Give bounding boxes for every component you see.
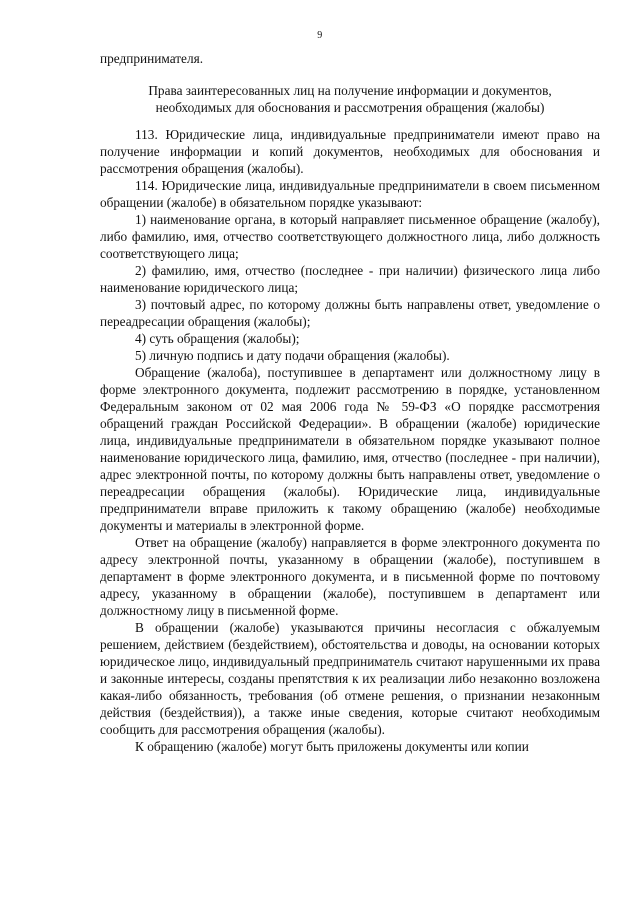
page-number: 9 bbox=[317, 30, 323, 41]
list-item: 5) личную подпись и дату подачи обращения (жалобы). bbox=[135, 348, 450, 363]
body-text bbox=[100, 126, 600, 755]
continuation-text: предпринимателя. bbox=[100, 51, 204, 66]
paragraph-114: 114. Юридические лица, индивидуальные предприниматели в своем письменном обращении (жалобе) в обязательном порядке указывают: bbox=[100, 178, 600, 210]
section-heading-line: необходимых для обоснования и рассмотрения обращения (жалобы) bbox=[155, 100, 545, 115]
list-item: 3) почтовый адрес, по которому должны быть направлены ответ, уведомление о переадресации обращения (жалобы); bbox=[100, 297, 600, 329]
list-item: 1) наименование органа, в который направляет письменное обращение (жалобу), либо фамилию, имя, отчество соответствующего должностного лица, либо должность соответствующего лица; bbox=[100, 212, 600, 261]
paragraph: К обращению (жалобе) могут быть приложены документы или копии bbox=[135, 739, 529, 754]
paragraph: Ответ на обращение (жалобу) направляется в форме электронного документа по адресу электронной почты, указанному в обращении (жалобе), поступившем в департамент в форме электронного документа, и в письменной форме по почтовому адресу, указанному в обращении (жалобе), поступившем в департамент или должностному лицу в письменной форме. bbox=[100, 535, 600, 618]
paragraph-113: 113. Юридические лица, индивидуальные предприниматели имеют право на получение информации и копий документов, необходимых для обоснования и рассмотрения обращения (жалобы). bbox=[100, 127, 600, 176]
list-item: 4) суть обращения (жалобы); bbox=[135, 331, 300, 346]
section-heading-line: Права заинтересованных лиц на получение информации и документов, bbox=[148, 83, 552, 98]
paragraph: В обращении (жалобе) указываются причины несогласия с обжалуемым решением, действием (бездействием), обстоятельства и доводы, на основании которых юридическое лицо, индивидуальный предприниматель считают нарушенными их права и законные интересы, созданы препятствия к их реализации либо незаконно возложена какая-либо обязанность, требования (об отмене решения, о признании незаконным действия (бездействия)), а также иные сведения, которые считают необходимым сообщить для рассмотрения обращения (жалобы). bbox=[100, 620, 600, 737]
paragraph: Обращение (жалоба), поступившее в департамент или должностному лицу в форме электронного документа, подлежит рассмотрению в порядке, установленном Федеральным законом от 02 мая 2006 года № 59-ФЗ «О порядке рассмотрения обращений граждан Российской Федерации». В обращении (жалобе) юридические лица, индивидуальные предприниматели в обязательном порядке указывают полное наименование юридического лица, фамилию, имя, отчество (последнее - при наличии), адрес электронной почты, по которому должны быть направлены ответ, уведомление о переадресации обращения (жалобы). Юридические лица, индивидуальные предприниматели вправе приложить к такому обращению (жалобе) необходимые документы и материалы в электронной форме. bbox=[100, 365, 600, 533]
list-item: 2) фамилию, имя, отчество (последнее - при наличии) физического лица либо наименование юридического лица; bbox=[100, 263, 600, 295]
section-heading bbox=[100, 82, 600, 116]
